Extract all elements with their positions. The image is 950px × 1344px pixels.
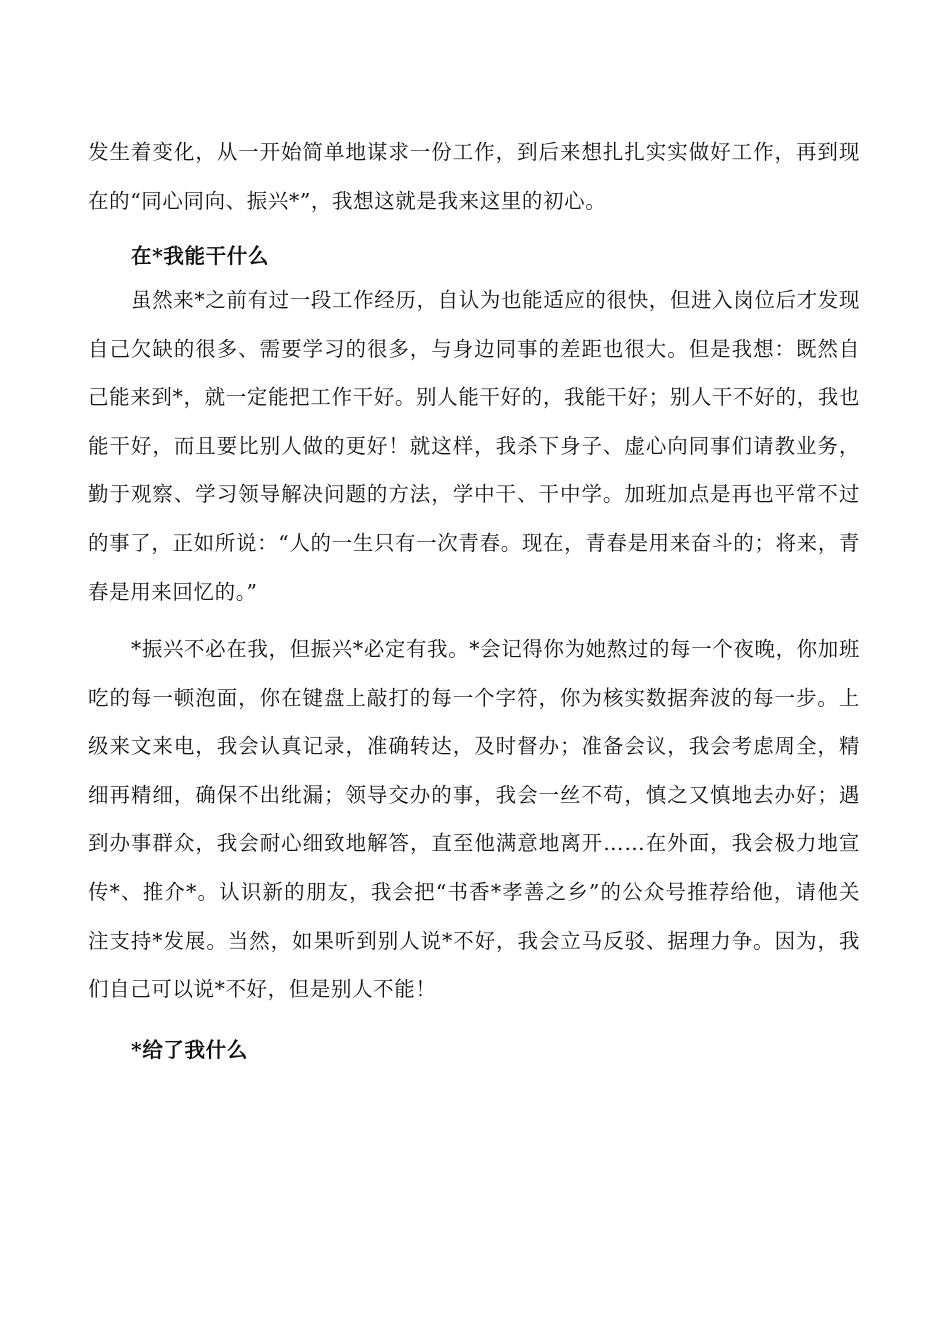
section-1-paragraph-revitalization: *振兴不必在我，但振兴*必定有我。*会记得你为她熬过的每一个夜晚，你加班吃的每一顿泡面，你在键盘上敲打的每一个字符，你为核实数据奔波的每一步。上级来文来电，我会认真记录，准确转达，及时督办；准备会议，我会考虑周全，精细再精细，确保不出纰漏；领导交办的事，我会一丝不苟，慎之又慎地去办好；遇到办事群众，我会耐心细致地解答，直至他满意地离开……在外面，我会极力地宣传*、推介*。认识新的朋友，我会把“书香*孝善之乡”的公众号推荐给他，请他关注支持*发展。当然，如果听到别人说*不好，我会立马反驳、据理力争。因为，我们自己可以说*不好，但是别人不能！ (88, 637, 860, 1002)
section-heading-what-can-i-do: 在*我能干什么 (131, 244, 269, 268)
intro-continuation-paragraph: 发生着变化，从一开始简单地谋求一份工作，到后来想扎扎实实做好工作，再到现在的“同心同向、振兴*”，我想这就是我来这里的初心。 (88, 140, 860, 213)
section-heading-what-gave-me: *给了我什么 (131, 1038, 248, 1062)
section-1-paragraph-experience: 虽然来*之前有过一段工作经历，自认为也能适应的很快，但进入岗位后才发现自己欠缺的很多、需要学习的很多，与身边同事的差距也很大。但是我想：既然自己能来到*，就一定能把工作干好。别人能干好的，我能干好；别人干不好的，我也能干好，而且要比别人做的更好！就这样，我杀下身子、虚心向同事们请教业务，勤于观察、学习领导解决问题的方法，学中干、干中学。加班加点是再也平常不过的事了，正如所说：“人的一生只有一次青春。现在，青春是用来奋斗的；将来，青春是用来回忆的。” (88, 288, 860, 604)
